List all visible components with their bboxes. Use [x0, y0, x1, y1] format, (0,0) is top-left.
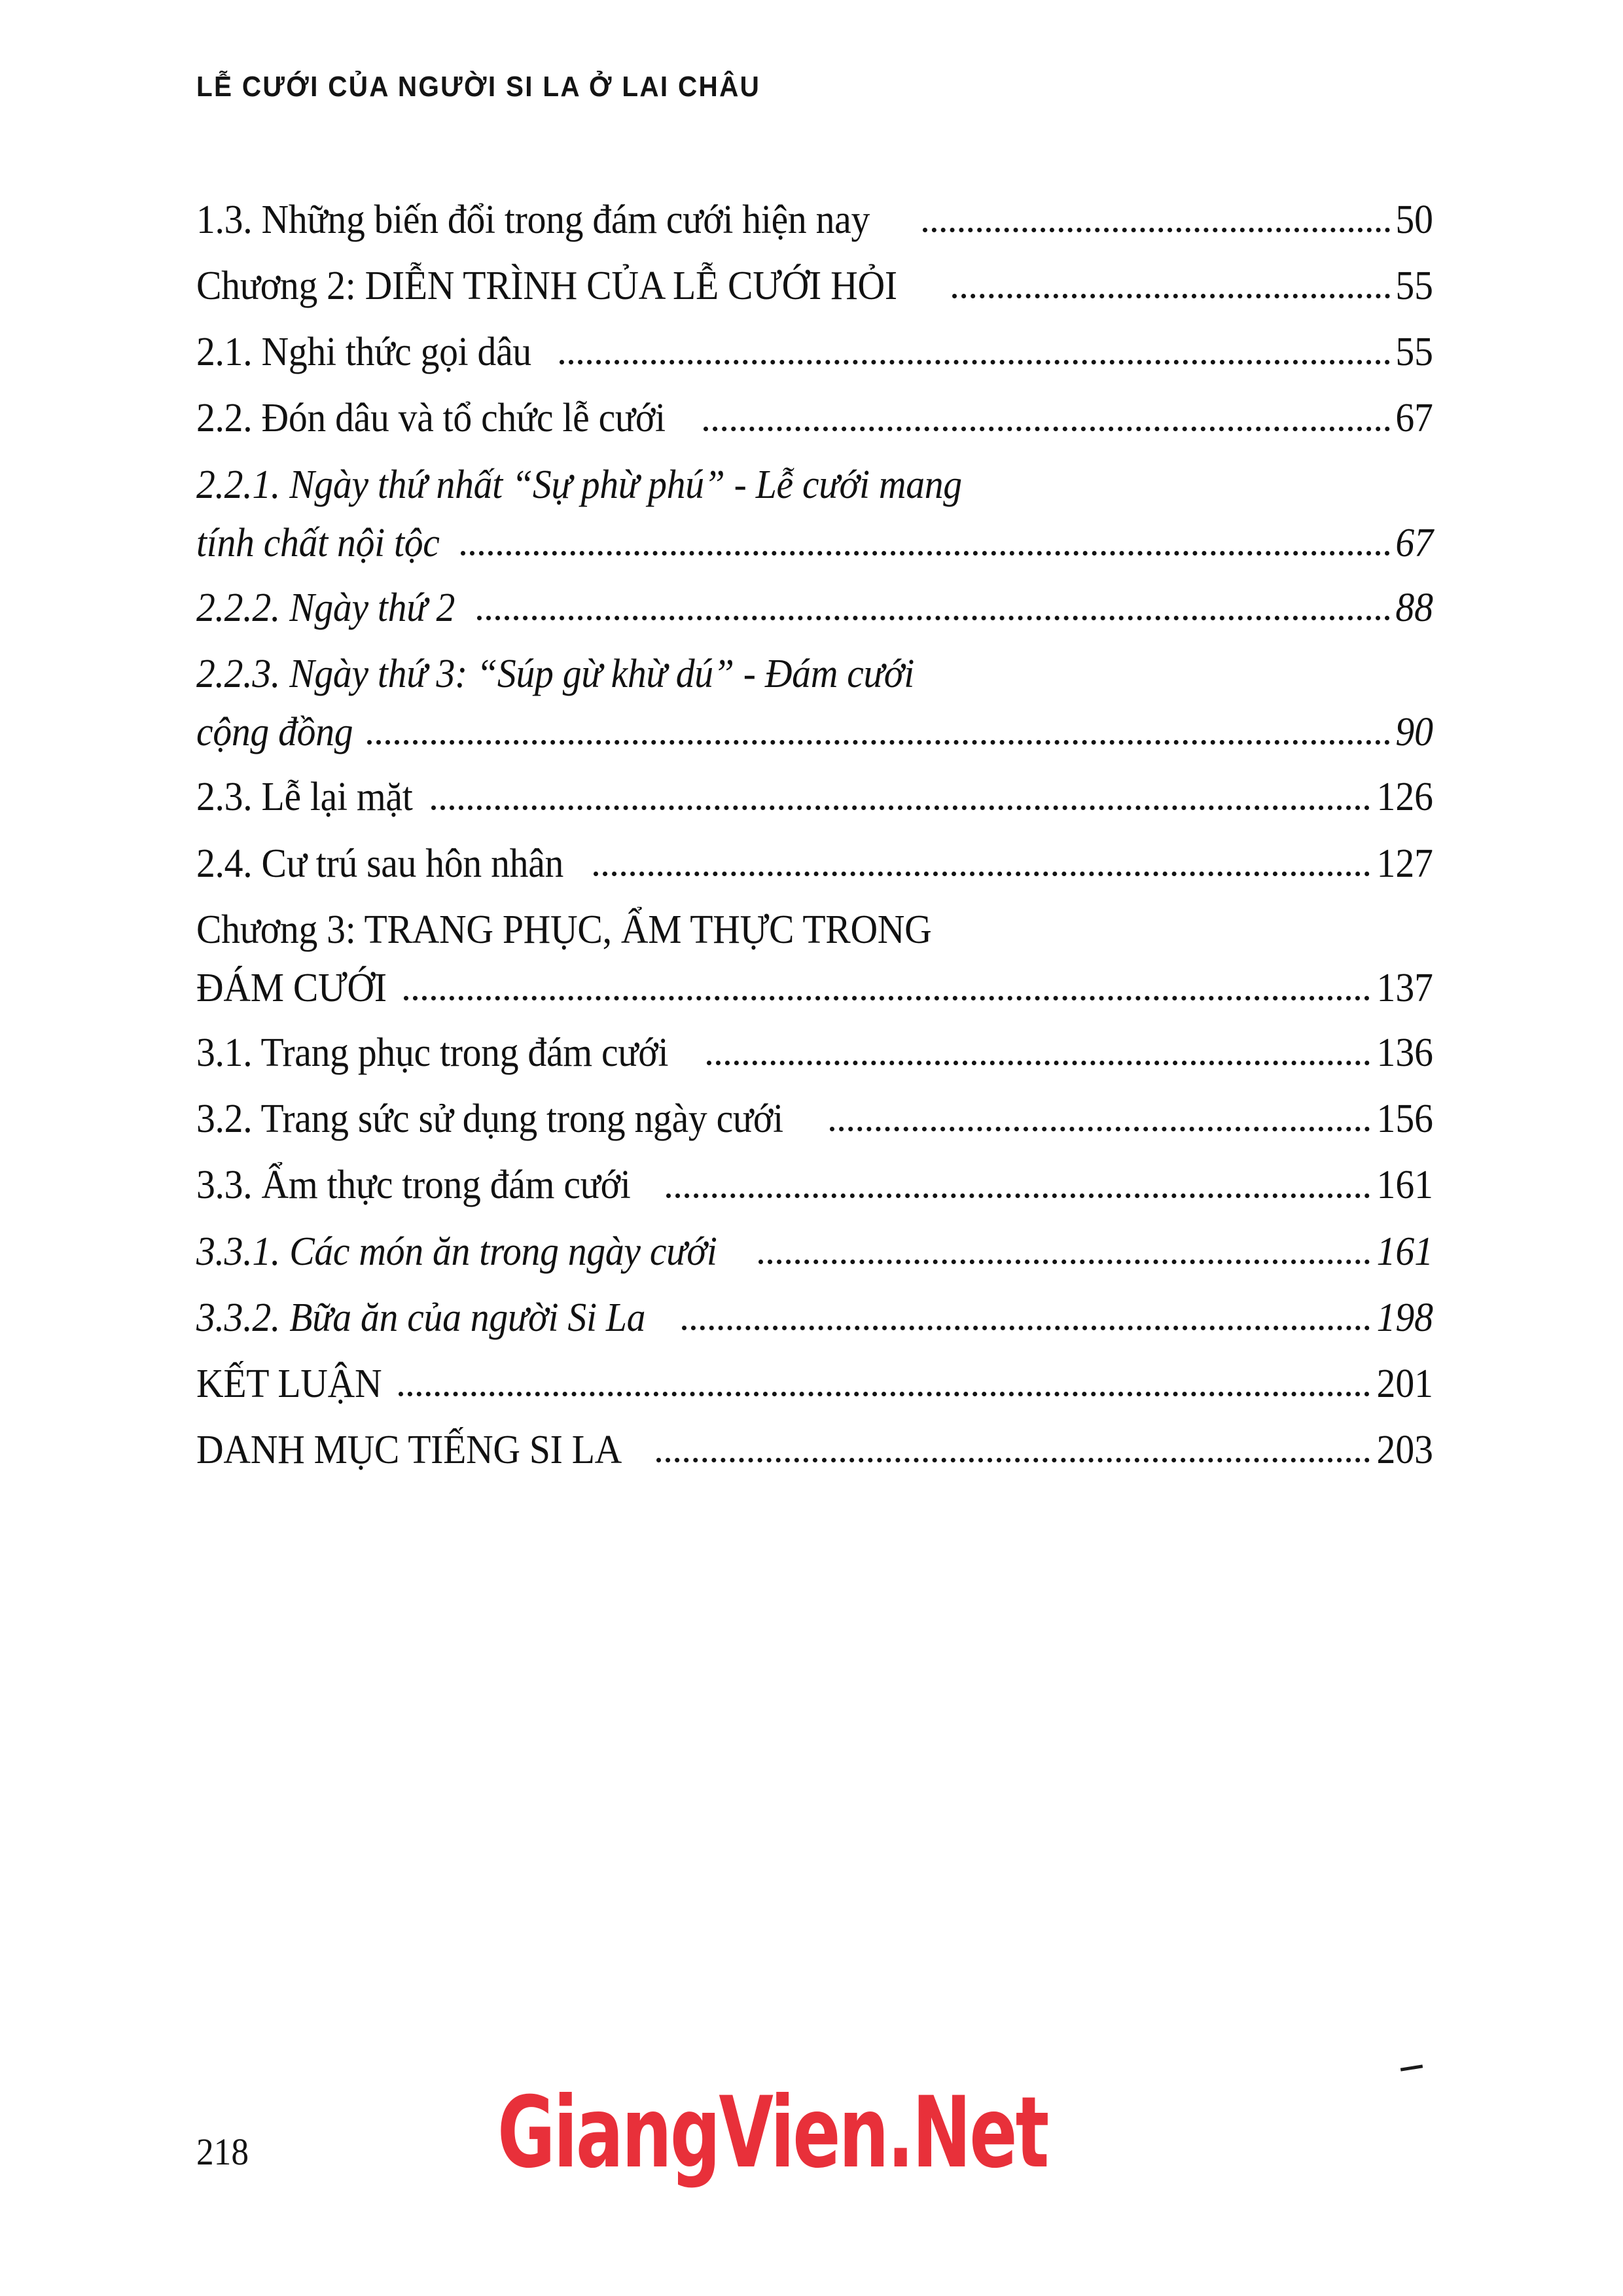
toc-leader-dots: [477, 615, 1390, 620]
toc-leader-dots: [431, 805, 1370, 810]
toc-entry[interactable]: [196, 1095, 1433, 1143]
toc-leader-dots: [666, 1193, 1370, 1198]
toc-entry-title: 2.2. Đón dâu và tổ chức lễ cưới: [196, 396, 666, 441]
toc-entry-title: 3.3.1. Các món ăn trong ngày cưới: [196, 1229, 717, 1274]
toc-entry-title: 3.2. Trang sức sử dụng trong ngày cưới: [196, 1097, 783, 1142]
toc-page-number: 67: [1395, 520, 1433, 565]
toc-page-number: 126: [1376, 775, 1433, 820]
toc-entry-second-line: [196, 520, 1433, 567]
toc-page-number: 136: [1376, 1031, 1433, 1076]
toc-leader-dots: [461, 550, 1390, 556]
table-of-contents: [196, 196, 1433, 1492]
toc-entry[interactable]: [196, 773, 1433, 821]
toc-entry-title: 2.3. Lễ lại mặt: [196, 775, 413, 820]
toc-entry-title: 3.3.2. Bữa ăn của người Si La: [196, 1295, 646, 1340]
page-folio-number: 218: [196, 2130, 249, 2173]
toc-page-number: 156: [1376, 1097, 1433, 1142]
toc-leader-dots: [367, 739, 1390, 745]
toc-entry-second-line: [196, 709, 1433, 756]
toc-leader-dots: [682, 1325, 1370, 1330]
toc-entry-title: 3.3. Ẩm thực trong đám cưới: [196, 1163, 631, 1208]
toc-entry[interactable]: [196, 1161, 1433, 1209]
toc-page-number: 55: [1395, 264, 1433, 309]
toc-leader-dots: [560, 359, 1391, 364]
toc-entry[interactable]: [196, 1228, 1433, 1276]
toc-page-number: 161: [1376, 1229, 1433, 1274]
toc-page-number: 161: [1376, 1163, 1433, 1208]
toc-entry-title: 1.3. Những biến đổi trong đám cưới hiện nay: [196, 198, 870, 242]
toc-leader-dots: [404, 995, 1370, 1000]
toc-entry[interactable]: [196, 328, 1433, 376]
toc-entry[interactable]: [196, 1029, 1433, 1077]
toc-entry[interactable]: [196, 196, 1433, 244]
toc-entry-title: 2.1. Nghi thức gọi dâu: [196, 330, 531, 375]
toc-page-number: 198: [1376, 1295, 1433, 1340]
toc-entry[interactable]: [196, 461, 1433, 567]
toc-page-number: 203: [1376, 1427, 1433, 1472]
toc-leader-dots: [758, 1259, 1370, 1264]
toc-entry-title-line-2: tính chất nội tộc: [196, 520, 440, 565]
toc-entry[interactable]: [196, 1426, 1433, 1474]
toc-page-number: 50: [1395, 198, 1433, 242]
toc-entry-title: DANH MỤC TIẾNG SI LA: [196, 1427, 622, 1472]
toc-page-number: 55: [1395, 330, 1433, 375]
toc-entry-title-line-1: Chương 3: TRANG PHỤC, ẨM THỰC TRONG: [196, 907, 932, 952]
toc-entry-title-line-2: ĐÁM CƯỚI: [196, 965, 387, 1010]
toc-leader-dots: [952, 293, 1390, 298]
toc-entry-title-line-2: cộng đồng: [196, 710, 353, 755]
running-head: LỄ CƯỚI CỦA NGƯỜI SI LA Ở LAI CHÂU: [196, 71, 761, 103]
toc-entry[interactable]: [196, 840, 1433, 888]
toc-entry-second-line: [196, 964, 1433, 1012]
toc-entry[interactable]: [196, 1294, 1433, 1342]
toc-entry-title: Chương 2: DIỄN TRÌNH CỦA LỄ CƯỚI HỎI: [196, 264, 897, 309]
toc-leader-dots: [399, 1391, 1370, 1396]
toc-entry[interactable]: [196, 906, 1433, 1012]
toc-leader-dots: [923, 227, 1390, 232]
toc-leader-dots: [594, 871, 1370, 876]
toc-page-number: 88: [1395, 585, 1433, 630]
toc-leader-dots: [704, 426, 1390, 431]
toc-entry[interactable]: [196, 395, 1433, 442]
toc-entry-title-line-1: 2.2.3. Ngày thứ 3: “Súp gừ khừ dú” - Đám cưới: [196, 652, 914, 697]
toc-entry[interactable]: [196, 1360, 1433, 1408]
toc-page-number: 127: [1376, 841, 1433, 886]
toc-entry-title: KẾT LUẬN: [196, 1361, 382, 1406]
toc-entry-title: 3.1. Trang phục trong đám cưới: [196, 1031, 669, 1076]
toc-entry[interactable]: [196, 262, 1433, 310]
toc-leader-dots: [656, 1457, 1370, 1462]
toc-page-number: 201: [1376, 1361, 1433, 1406]
toc-page-number: 137: [1376, 965, 1433, 1010]
toc-entry[interactable]: [196, 584, 1433, 632]
giangvien-watermark: GiangVien.Net: [497, 2076, 1048, 2190]
toc-entry-title: 2.4. Cư trú sau hôn nhân: [196, 841, 564, 886]
toc-leader-dots: [707, 1060, 1370, 1065]
toc-entry-title-line-1: 2.2.1. Ngày thứ nhất “Sự phừ phú” - Lễ cưới mang: [196, 462, 962, 507]
stray-ink-mark: [1400, 2064, 1423, 2071]
toc-leader-dots: [830, 1126, 1370, 1131]
toc-page-number: 90: [1395, 710, 1433, 755]
toc-entry[interactable]: [196, 650, 1433, 756]
toc-entry-title: 2.2.2. Ngày thứ 2: [196, 585, 455, 630]
toc-page-number: 67: [1395, 396, 1433, 441]
